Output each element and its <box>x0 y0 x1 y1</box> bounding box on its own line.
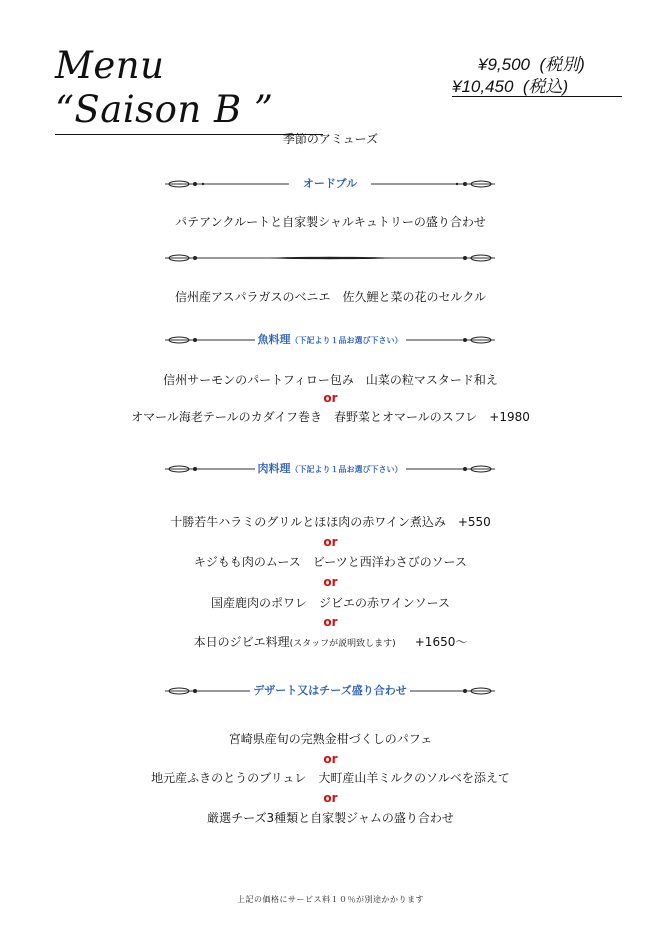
fish-item-2: オマール海老テールのカダイフ巻き 春野菜とオマールのスフレ +1980 <box>131 410 530 424</box>
or-label: or <box>323 615 338 629</box>
section-divider-plain <box>165 250 495 266</box>
or-label: or <box>323 791 338 805</box>
section-divider-fish <box>165 332 495 348</box>
hors-doeuvre-item: パテアンクルートと自家製シャルキュトリーの盛り合わせ <box>175 215 486 229</box>
section-title-dessert: デザート又はチーズ盛り合わせ <box>250 684 409 697</box>
ornament-line-icon <box>165 250 495 266</box>
service-charge-note: 上記の価格にサービス料１０％が別途かかります <box>237 895 424 904</box>
meat-item-4-note: (スタッフが説明致します) <box>289 639 396 649</box>
meat-item-2: キジもも肉のムース ビーツと西洋わさびのソース <box>194 555 467 569</box>
section-divider-hors-doeuvre <box>165 176 495 192</box>
section-title-hors-doeuvre: オードブル <box>300 177 360 190</box>
meat-item-4 <box>0 634 661 652</box>
meat-item-1: 十勝若牛ハラミのグリルとほほ肉の赤ワイン煮込み +550 <box>170 515 491 529</box>
meat-item-4-main: 本日のジビエ料理 <box>193 635 290 649</box>
fish-item-1: 信州サーモンのパートフィロー包み 山菜の粒マスタード和え <box>163 373 498 387</box>
or-label: or <box>323 575 338 589</box>
section-note-fish: （下記より１品お選び下さい） <box>290 336 403 345</box>
price-tax-excluded: ¥9,500 (税別) <box>478 55 585 74</box>
amuse-item: 季節のアミューズ <box>282 132 379 146</box>
section-divider-meat <box>165 461 495 477</box>
or-label: or <box>323 535 338 549</box>
section-note-meat: （下記より１品お選び下さい） <box>290 465 403 474</box>
starter2-item: 信州産アスパラガスのベニエ 佐久鯉と菜の花のセルクル <box>175 290 486 304</box>
menu-title: Menu “Saison B ” <box>55 44 323 135</box>
section-title-fish: 魚料理 <box>257 333 291 346</box>
or-label: or <box>323 752 338 766</box>
dessert-item-2: 地元産ふきのとうのブリュレ 大町産山羊ミルクのソルベを添えて <box>151 771 510 785</box>
dessert-item-3: 厳選チーズ3種類と自家製ジャムの盛り合わせ <box>207 811 454 825</box>
section-title-meat: 肉料理 <box>257 462 291 475</box>
meat-item-3: 国産鹿肉のポワレ ジビエの赤ワインソース <box>210 596 451 610</box>
or-label: or <box>323 391 338 405</box>
section-divider-dessert <box>165 683 495 699</box>
price-tax-included: ¥10,450 (税込) <box>452 77 622 97</box>
dessert-item-1: 宮崎県産旬の完熟金柑づくしのパフェ <box>228 732 433 746</box>
meat-item-4-price: +1650～ <box>414 635 468 649</box>
